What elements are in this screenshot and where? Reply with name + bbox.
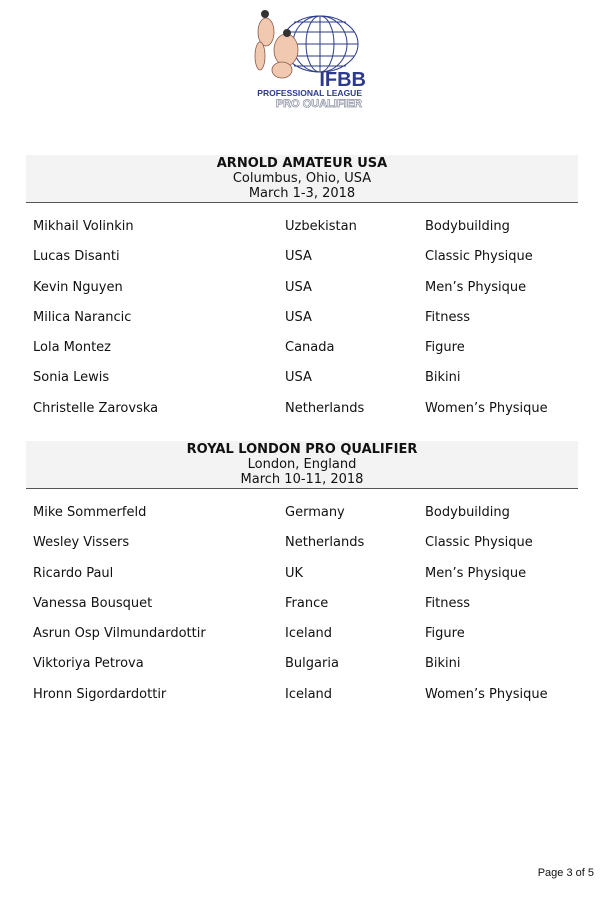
athlete-country: Canada	[285, 340, 335, 356]
athlete-division: Bodybuilding	[425, 219, 510, 234]
athlete-division: Bikini	[425, 656, 461, 672]
event-title: ARNOLD AMATEUR USA	[216, 156, 388, 171]
event-section-arnold	[26, 155, 578, 431]
qualifier-row	[26, 370, 578, 400]
svg-text:IFBB: IFBB	[319, 69, 366, 91]
athlete-name: Asrun Osp Vilmundardottir	[33, 626, 206, 642]
qualifier-row	[26, 310, 578, 340]
athlete-name: Kevin Nguyen	[33, 279, 123, 295]
ifbb-pro-qualifier-logo	[238, 4, 368, 108]
athlete-country: Netherlands	[285, 535, 365, 551]
athlete-country: USA	[285, 370, 312, 386]
athlete-country: USA	[285, 249, 312, 265]
athlete-name: Ricardo Paul	[33, 565, 114, 581]
athlete-name: Viktoriya Petrova	[33, 656, 144, 672]
athlete-name: Mike Sommerfeld	[33, 505, 147, 520]
athlete-division: Men’s Physique	[425, 279, 527, 295]
qualifier-row	[26, 626, 578, 656]
athlete-country: Netherlands	[285, 400, 365, 416]
athlete-name: Wesley Vissers	[33, 535, 130, 551]
athlete-division: Women’s Physique	[425, 400, 548, 416]
event-title: ROYAL LONDON PRO QUALIFIER	[186, 442, 418, 457]
event-date: March 10-11, 2018	[240, 472, 364, 487]
event-header	[26, 441, 578, 489]
athlete-division: Men’s Physique	[425, 565, 527, 581]
athlete-name: Sonia Lewis	[33, 370, 110, 386]
athlete-name: Mikhail Volinkin	[33, 219, 134, 234]
athlete-division: Figure	[425, 340, 465, 356]
svg-text:PROFESSIONAL LEAGUE: PROFESSIONAL LEAGUE	[257, 88, 362, 98]
qualifier-row	[26, 249, 578, 279]
svg-text:PRO QUALIFIER: PRO QUALIFIER	[275, 98, 362, 108]
athlete-name: Christelle Zarovska	[33, 400, 159, 416]
event-location: Columbus, Ohio, USA	[232, 171, 372, 186]
qualifier-row	[26, 596, 578, 626]
event-header	[26, 155, 578, 203]
athlete-name: Vanessa Bousquet	[33, 595, 153, 611]
athlete-country: Iceland	[285, 686, 333, 702]
athlete-country: Iceland	[285, 626, 333, 642]
qualifier-row	[26, 566, 578, 596]
athlete-division: Classic Physique	[425, 249, 533, 265]
athlete-name: Lola Montez	[33, 340, 112, 356]
page-number: Page 3 of 5	[537, 867, 594, 879]
athlete-division: Figure	[425, 626, 465, 642]
athlete-country: UK	[285, 565, 304, 581]
athlete-country: Germany	[285, 505, 345, 520]
qualifier-row	[26, 340, 578, 370]
athlete-division: Women’s Physique	[425, 686, 548, 702]
athlete-name: Milica Narancic	[33, 309, 132, 325]
athlete-division: Fitness	[425, 595, 471, 611]
qualifier-row	[26, 280, 578, 310]
qualifier-row	[26, 505, 578, 535]
qualifier-row	[26, 687, 578, 717]
athlete-country: France	[285, 595, 329, 611]
athlete-country: USA	[285, 309, 312, 325]
athlete-country: USA	[285, 279, 312, 295]
qualifier-row	[26, 401, 578, 431]
athlete-division: Bikini	[425, 370, 461, 386]
qualifier-row	[26, 656, 578, 686]
athlete-division: Fitness	[425, 309, 471, 325]
athlete-division: Classic Physique	[425, 535, 533, 551]
athlete-country: Bulgaria	[285, 656, 339, 672]
event-location: London, England	[247, 457, 357, 472]
qualifier-row	[26, 219, 578, 249]
qualifier-row	[26, 535, 578, 565]
event-section-royal-london	[26, 441, 578, 717]
athlete-name: Hronn Sigordardottir	[33, 686, 167, 702]
athlete-division: Bodybuilding	[425, 505, 510, 520]
athlete-country: Uzbekistan	[285, 219, 357, 234]
athlete-name: Lucas Disanti	[33, 249, 120, 265]
event-date: March 1-3, 2018	[248, 186, 356, 201]
